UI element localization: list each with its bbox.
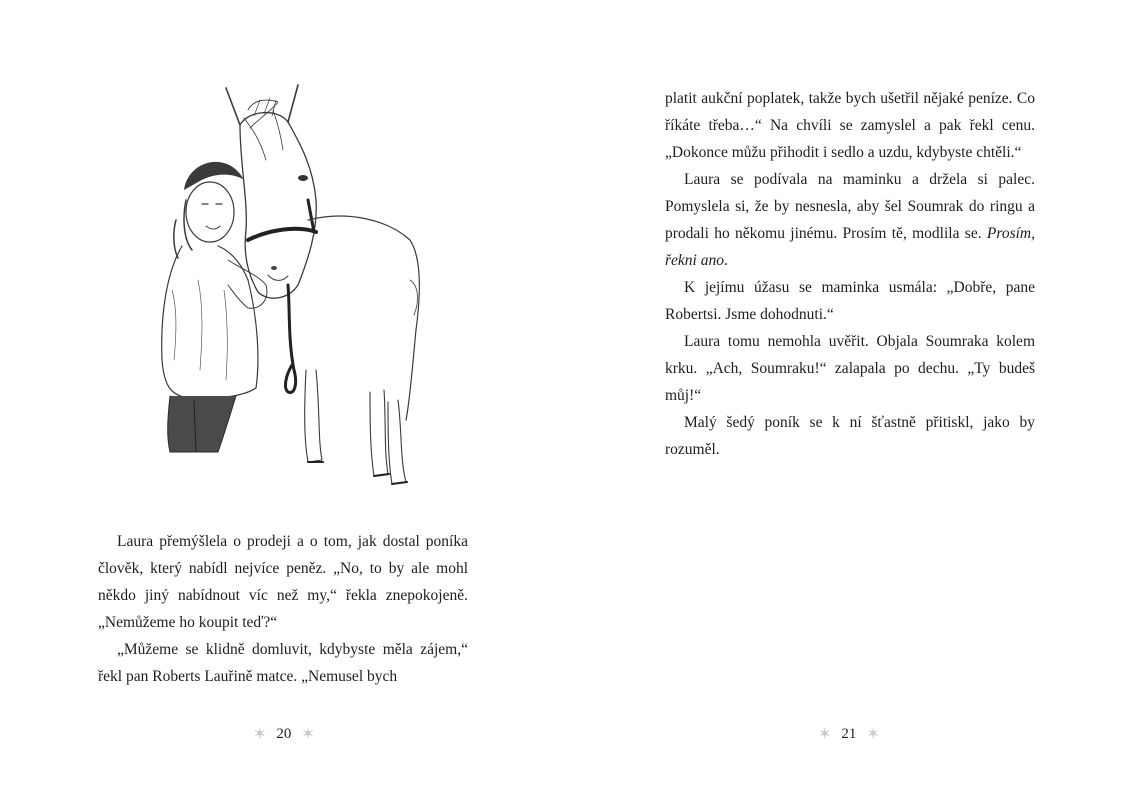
paragraph: K jejímu úžasu se maminka usmála: „Dobře, pane Robertsi. Jsme dohodnuti.“ (665, 279, 1035, 323)
paragraph: Laura tomu nemohla uvěřit. Objala Soumraka kolem krku. „Ach, Soumraku!“ zalapala po dechu. „Ty budeš můj!“ (665, 333, 1035, 404)
paragraph: „Můžeme se klidně domluvit, kdybyste měla zájem,“ řekl pan Roberts Lauřině matce. „Nemusel bych (98, 641, 468, 685)
italic-text: Prosím, řekni ano (665, 225, 1035, 269)
paragraph (665, 166, 1035, 274)
paragraph: platit aukční poplatek, takže bych ušetřil nějaké peníze. Co říkáte třeba…“ Na chvíli se zamyslel a pak řekl cenu. „Dokonce můžu přihodit i sedlo a uzdu, kdybyste chtěli.“ (665, 90, 1035, 161)
page-number-left (253, 726, 315, 743)
paragraph: Laura přemýšlela o prodeji a o tom, jak dostal poníka člověk, který nabídl nejvíce peněz. „No, to by ale mohl někdo jiný nabídnout víc než my,“ řekla znepokojeně. „Nemůžeme ho koupit teď?“ (98, 533, 468, 631)
paragraph-end: . (723, 252, 728, 269)
left-page-text (98, 528, 468, 690)
page-number: 21 (841, 726, 857, 742)
girl-hugging-pony-illustration (148, 70, 434, 510)
star-ornament-icon: ✶ (253, 725, 267, 743)
right-page (566, 0, 1132, 800)
paragraph-text: Laura se podívala na maminku a držela si palec. Pomyslela si, že by nesnesla, aby šel Soumrak do ringu a prodali ho někomu jinému. Prosím tě, modlila se. (665, 171, 1035, 242)
star-ornament-icon: ✶ (818, 725, 832, 743)
star-ornament-icon: ✶ (866, 725, 880, 743)
right-page-text (665, 85, 1035, 463)
page-number-right (818, 726, 880, 743)
paragraph: Malý šedý poník se k ní šťastně přitiskl, jako by rozuměl. (665, 414, 1035, 458)
star-ornament-icon: ✶ (301, 725, 315, 743)
page-number: 20 (276, 726, 292, 742)
